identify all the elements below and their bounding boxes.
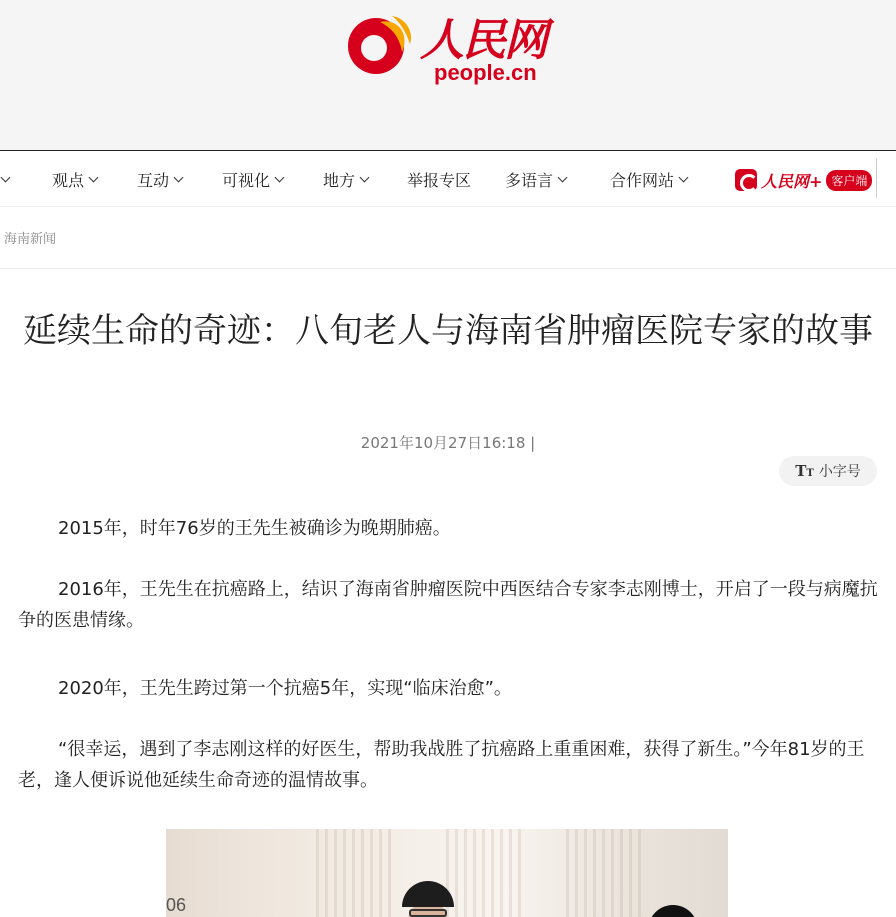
nav-item-visual[interactable] [222, 151, 283, 208]
curtain [316, 829, 396, 917]
article-paragraph: 2020年，王先生跨过第一个抗癌5年，实现“临床治愈”。 [58, 678, 512, 699]
nav-item-label: 互动 [137, 171, 170, 190]
font-size-label: 小字号 [818, 464, 861, 480]
divider [0, 268, 896, 269]
article-paragraph: “很幸运，遇到了李志刚这样的好医生，帮助我战胜了抗癌路上重重困难，获得了新生。”今年81岁的王老，逢人便诉说他延续生命奇迹的温情故事。 [18, 739, 865, 791]
nav-item-label: 地方 [323, 171, 356, 190]
nav-item-label: 合作网站 [610, 171, 675, 190]
photo-background-number: 06 [166, 895, 187, 915]
curtain [446, 829, 526, 917]
nav-item-partners[interactable] [610, 151, 687, 208]
glasses [409, 909, 447, 917]
nav-item-label: 观点 [52, 171, 85, 190]
patient-head [648, 905, 698, 917]
nav-item-label: 举报专区 [407, 171, 472, 190]
chevron-down-icon [558, 173, 568, 183]
nav-item-label: 多语言 [505, 171, 554, 190]
logo-english-text: people.cn [434, 60, 537, 85]
font-size-toggle[interactable] [779, 456, 877, 486]
curtain [566, 829, 646, 917]
logo-chinese-text: 人民网 [420, 15, 546, 66]
people-app-icon [735, 169, 757, 191]
nav-item-interact[interactable] [137, 151, 182, 208]
nav-item-label: 可视化 [222, 171, 271, 190]
text-size-icon: TT [795, 462, 814, 480]
people-logo-icon [340, 8, 412, 80]
chevron-down-icon [275, 173, 285, 183]
app-name: 人民网+ [761, 171, 823, 191]
nav-scroll-left[interactable] [2, 151, 9, 208]
nav-divider [876, 158, 877, 198]
article-meta: 2021年10月27日16:18 | [360, 434, 536, 452]
people-logo[interactable] [340, 4, 560, 90]
nav-item-report[interactable] [407, 151, 471, 208]
article-paragraph: 2015年，时年76岁的王先生被确诊为晚期肺癌。 [58, 518, 451, 539]
chevron-down-icon [174, 173, 184, 183]
nav-item-opinion[interactable] [52, 151, 97, 208]
nav-item-languages[interactable] [505, 151, 566, 208]
article-title: 延续生命的奇迹：八旬老人与海南省肿瘤医院专家的故事 [23, 311, 873, 351]
nav-item-local[interactable] [323, 151, 368, 208]
chevron-down-icon [679, 173, 689, 183]
site-header [0, 0, 896, 150]
article-photo [166, 829, 728, 917]
article-paragraph: 2016年，王先生在抗癌路上，结识了海南省肿瘤医院中西医结合专家李志刚博士，开启了一段与病魔抗争的医患情缘。 [18, 579, 878, 631]
app-download-link[interactable] [735, 168, 872, 192]
app-tag: 客户端 [826, 170, 872, 191]
chevron-down-icon [1, 173, 11, 183]
chevron-down-icon [89, 173, 99, 183]
breadcrumb-section[interactable]: 海南新闻 [4, 232, 57, 247]
chevron-down-icon [360, 173, 370, 183]
